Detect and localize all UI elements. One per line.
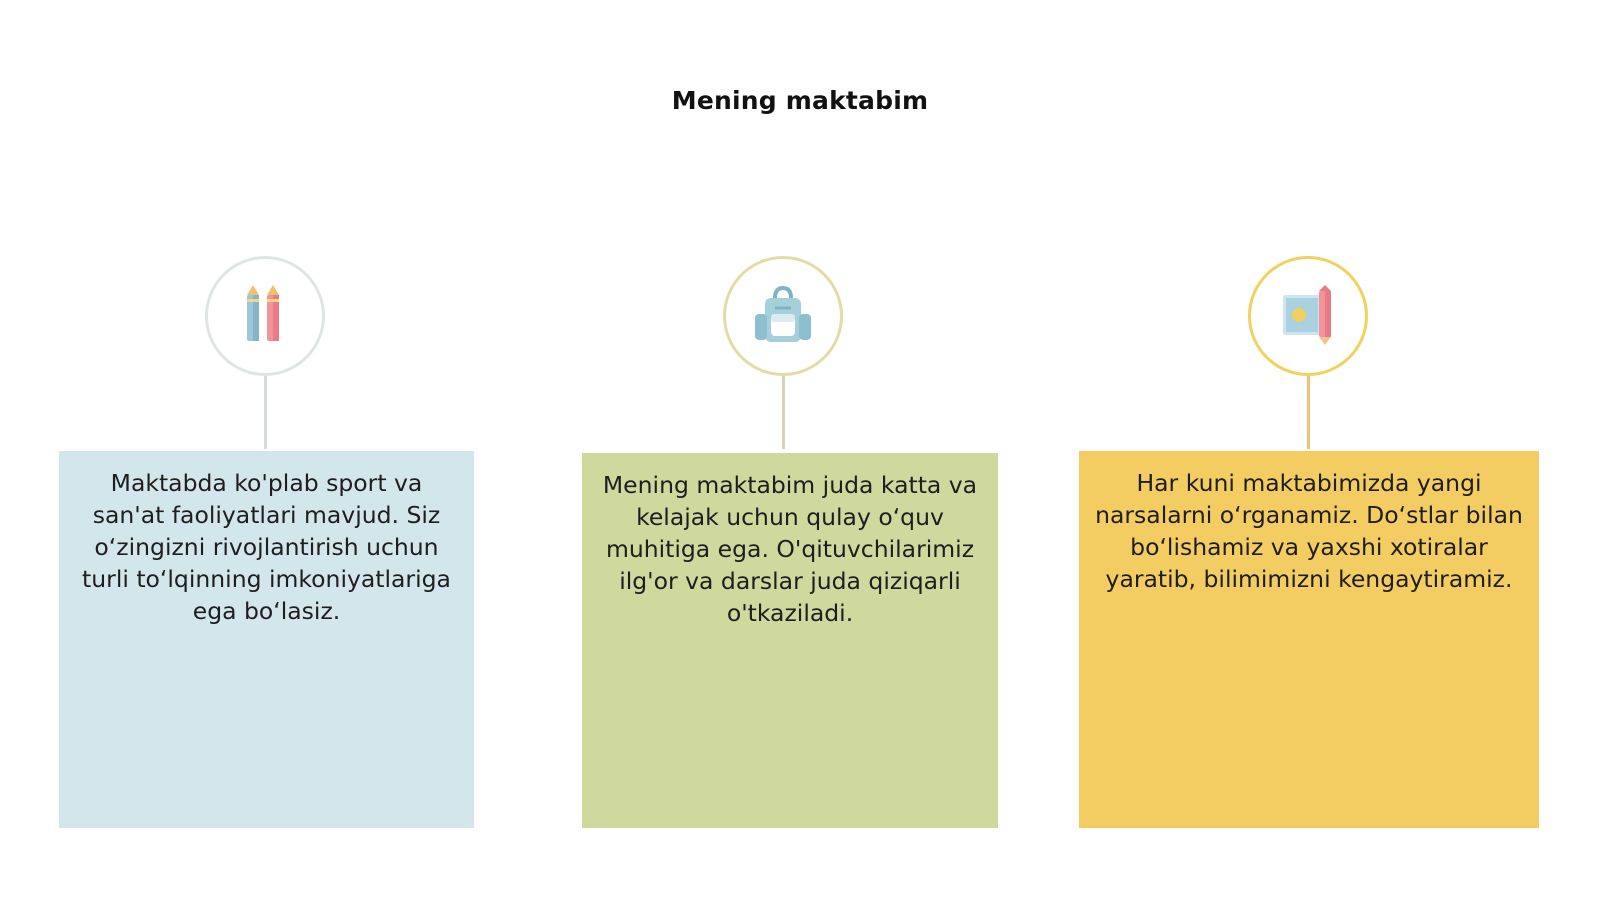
drawing-board-icon [1277,285,1339,347]
info-card-2 [582,453,998,828]
connector-line-3 [1307,376,1310,449]
info-card-3 [1079,451,1539,828]
connector-line-1 [264,376,267,449]
info-card-text: Har kuni maktabimizda yangi narsalarni o‘rganamiz. Do‘stlar bilan bo‘lishamiz va yaxshi xotiralar yaratib, bilimimizni kengaytiramiz. [1095,469,1523,593]
icon-circle-1 [205,256,325,376]
icon-circle-3 [1248,256,1368,376]
connector-line-2 [782,376,785,449]
icon-circle-2 [723,256,843,376]
backpack-icon [751,284,815,348]
pencils-icon [235,283,295,349]
info-card-text: Maktabda ko'plab sport va san'at faoliyatlari mavjud. Siz o‘zingizni rivojlantirish uchun turli to‘lqinning imkoniyatlariga ega bo‘lasiz. [82,469,451,625]
info-card-1 [59,451,474,828]
slide-title: Mening maktabim [671,86,929,115]
info-card-text: Mening maktabim juda katta va kelajak uchun qulay o‘quv muhitiga ega. O'qituvchilarimiz ilg'or va darslar juda qiziqarli o'tkaziladi. [602,471,978,627]
